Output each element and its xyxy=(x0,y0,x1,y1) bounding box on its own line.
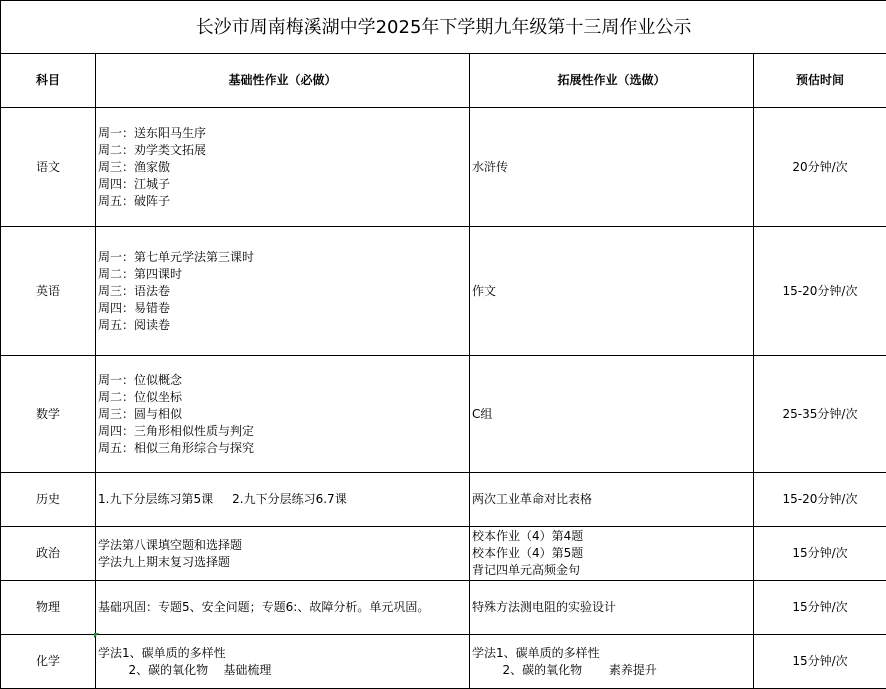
subject-cell: 语文 xyxy=(1,108,96,227)
time-cell: 15分钟/次 xyxy=(754,635,886,689)
homework-line: 周五：破阵子 xyxy=(98,193,171,208)
subject-cell: 化学 xyxy=(1,635,96,689)
homework-line: 校本作业（4）第5题 xyxy=(472,546,584,560)
homework-line: 基础巩固：专题5、安全问题；专题6:、故障分析。单元巩固。 xyxy=(98,600,430,614)
homework-line: 作文 xyxy=(472,283,497,298)
homework-line: 学法1、碳单质的多样性 xyxy=(472,645,600,660)
homework-line: 学法第八课填空题和选择题 xyxy=(98,537,243,552)
homework-line: 2、碳的氧化物 素养提升 xyxy=(472,662,657,677)
homework-line: 周四：江城子 xyxy=(98,176,171,191)
header-basic: 基础性作业（必做） xyxy=(96,54,470,108)
extended-homework-cell xyxy=(470,581,754,635)
extended-homework-cell xyxy=(470,227,754,356)
homework-line: 水浒传 xyxy=(472,159,509,174)
homework-line: 周四：易错卷 xyxy=(98,300,171,315)
basic-homework-cell xyxy=(96,356,470,473)
homework-line: 2、碳的氧化物 基础梳理 xyxy=(98,662,272,677)
cell-comment-marker xyxy=(94,633,99,638)
homework-line: 学法1、碳单质的多样性 xyxy=(98,645,226,660)
homework-line: 特殊方法测电阻的实验设计 xyxy=(472,600,617,614)
basic-homework-cell xyxy=(96,581,470,635)
homework-line: 周二：劝学类文拓展 xyxy=(98,142,207,157)
table-row xyxy=(1,356,886,473)
extended-homework-cell xyxy=(470,635,754,689)
homework-line: 周三：渔家傲 xyxy=(98,159,171,174)
time-cell: 15分钟/次 xyxy=(754,581,886,635)
subject-cell: 物理 xyxy=(1,581,96,635)
homework-line: 周一：位似概念 xyxy=(98,372,183,387)
extended-homework-cell xyxy=(470,473,754,527)
homework-line: 周三：语法卷 xyxy=(98,283,171,298)
table-row xyxy=(1,581,886,635)
homework-line: 两次工业革命对比表格 xyxy=(472,492,593,506)
homework-line: C组 xyxy=(472,406,493,421)
subject-cell: 政治 xyxy=(1,527,96,581)
time-cell: 15-20分钟/次 xyxy=(754,473,886,527)
basic-homework-cell xyxy=(96,527,470,581)
extended-homework-cell xyxy=(470,108,754,227)
homework-line: 周五：相似三角形综合与探究 xyxy=(98,440,255,455)
table-row xyxy=(1,473,886,527)
extended-homework-cell xyxy=(470,356,754,473)
basic-homework-cell xyxy=(96,473,470,527)
time-cell: 15-20分钟/次 xyxy=(754,227,886,356)
header-subject: 科目 xyxy=(1,54,96,108)
homework-line: 校本作业（4）第4题 xyxy=(472,529,584,543)
subject-cell: 历史 xyxy=(1,473,96,527)
table-row xyxy=(1,635,886,689)
header-time: 预估时间 xyxy=(754,54,886,108)
time-cell: 15分钟/次 xyxy=(754,527,886,581)
header-extended: 拓展性作业（选做） xyxy=(470,54,754,108)
homework-line: 周三：圆与相似 xyxy=(98,406,183,421)
time-cell: 25-35分钟/次 xyxy=(754,356,886,473)
homework-line: 周一：送东阳马生序 xyxy=(98,125,207,140)
homework-line: 背记四单元高频金句 xyxy=(472,563,581,577)
homework-line: 周二：第四课时 xyxy=(98,266,183,281)
homework-line: 周一：第七单元学法第三课时 xyxy=(98,249,255,264)
homework-line: 周四：三角形相似性质与判定 xyxy=(98,423,255,438)
extended-homework-cell xyxy=(470,527,754,581)
table-row xyxy=(1,108,886,227)
table-row xyxy=(1,227,886,356)
basic-homework-cell xyxy=(96,108,470,227)
subject-cell: 英语 xyxy=(1,227,96,356)
homework-line: 1.九下分层练习第5课 2.九下分层练习6.7课 xyxy=(98,492,347,506)
homework-line: 学法九上期末复习选择题 xyxy=(98,554,231,569)
homework-line: 周二：位似坐标 xyxy=(98,389,183,404)
basic-homework-cell xyxy=(96,227,470,356)
basic-homework-cell xyxy=(96,635,470,689)
table-row xyxy=(1,527,886,581)
subject-cell: 数学 xyxy=(1,356,96,473)
sheet-title: 长沙市周南梅溪湖中学2025年下学期九年级第十三周作业公示 xyxy=(1,1,886,54)
time-cell: 20分钟/次 xyxy=(754,108,886,227)
homework-line: 周五：阅读卷 xyxy=(98,317,171,332)
